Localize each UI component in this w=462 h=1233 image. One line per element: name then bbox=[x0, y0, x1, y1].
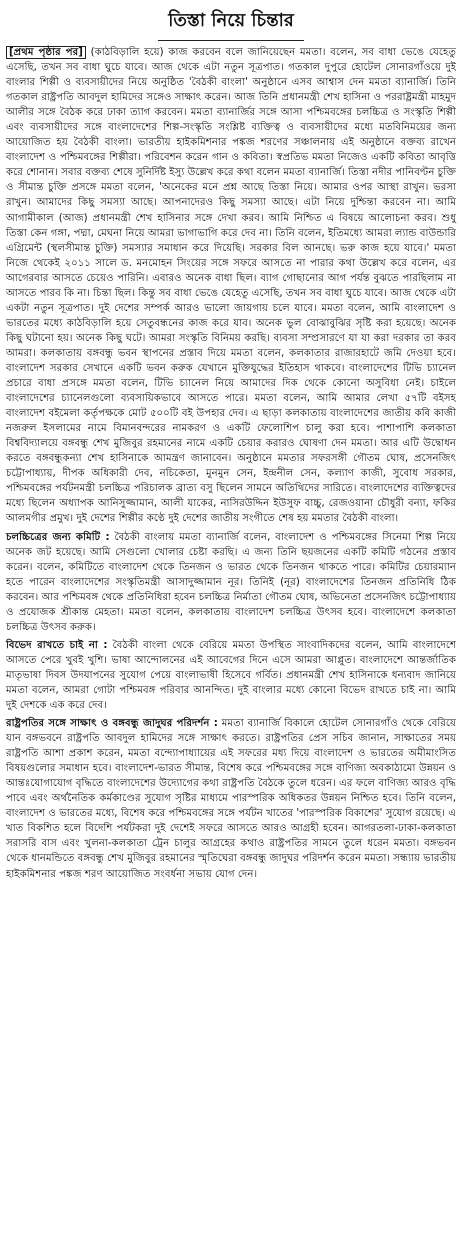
article-headline: তিস্তা নিয়ে চিন্তার bbox=[158, 4, 303, 41]
section-body: মমতা ব্যানার্জি বিকালে হোটেল সোনারগাঁও থেকে বেরিয়ে যান বঙ্গভবনে রাষ্ট্রপতি আবদুল হামিদের সঙ্গে সাক্ষাৎ করতে। রাষ্ট্রপতির প্রেস সচিব জানান, সাক্ষাতের সময় রাষ্ট্রপতি আশা প্রকাশ করেন, মমতা বন্দ্যোপাধ্যায়ের এই সফরের মধ্য দিয়ে বাংলাদেশ ও ভারতের অমীমাংসিত বিষয়গুলোর সমাধান হবে। বাংলাদেশ-ভারত সীমান্ত, বিশেষ করে পশ্চিমবঙ্গের সঙ্গে বাণিজ্য অবকাঠামো উন্নয়ন ও আন্তঃযোগাযোগ বৃদ্ধিতে বাংলাদেশের উদ্যোগের কথা রাষ্ট্রপতি বৈঠকে তুলে ধরেন। এর ফলে বাণিজ্য আরও বৃদ্ধি পাবে এবং অর্থনৈতিক কর্মকাণ্ডের সুযোগ সৃষ্টির মাধ্যমে পারস্পরিক অধিকতর উন্নয়ন নিশ্চিত হবে। তিনি বলেন, বাংলাদেশ ও ভারতের মধ্যে, বিশেষ করে পশ্চিমবঙ্গের সঙ্গে পর্যটন খাতের 'পারস্পরিক বিকাশের' সুযোগ রয়েছে। এ খাত বিকশিত হলে বিদেশি পর্যটকরা দুই দেশেই সফরে আসতে আরও আগ্রহী হবেন। আগরতলা-ঢাকা-কলকাতা সরাসরি বাস এবং খুলনা-কলকাতা ট্রেন চালুর আগ্রহের কথাও রাষ্ট্রপতির সামনে তুলে ধরেন মমতা। বঙ্গভবন থেকে ধানমন্ডিতে বঙ্গবন্ধু শেখ মুজিবুর রহমানের স্মৃতিঘেরা বঙ্গবন্ধু জাদুঘর পরিদর্শন করেন মমতা। সন্ধ্যায় ভারতীয় হাইকমিশনার পঙ্কজ শরণ আয়োজিত সংবর্ধনা সভায় যোগ দেন। bbox=[6, 718, 456, 880]
lead-paragraph bbox=[6, 45, 456, 527]
section-no-division bbox=[6, 638, 456, 713]
section-body: বৈঠকী বাংলা থেকে বেরিয়ে মমতা উপস্থিত সাংবাদিকদের বলেন, আমি বাংলাদেশে আসতে পেরে খুবই খুশি। ভাষা আন্দোলনের এই আবেগের দিনে এসে আমরা আপ্লুত। বাংলাদেশে আন্তর্জাতিক মাতৃভাষা দিবস উদযাপনের সুযোগ পেয়ে বাংলাভাষী হিসেবে গর্বিত। প্রধানমন্ত্রী শেখ হাসিনাকে ধন্যবাদ জানিয়ে মমতা বলেন, আমরা গোটা পশ্চিমবঙ্গ পরিবার আনন্দিত। দুই বাংলার মধ্যে কোনো বিভেদ রাখতে চাই না। আমি দুই দেশকে এক করে দেব। bbox=[6, 639, 456, 712]
lead-body-text: (কাঠবিড়ালি হয়ে) কাজ করবেন বলে জানিয়েছেন মমতা। বলেন, সব বাধা ভেঙে যেহেতু এসেছি, তখন সব বাধা ঘুচে যাবে। আজ থেকে এটা নতুন সূত্রপাত। গতকাল দুপুরে হোটেল সোনারগাঁওয়ে দুই বাংলার শিল্পী ও ব্যবসায়ীদের নিয়ে অনুষ্ঠিত 'বৈঠকী বাংলা' অনুষ্ঠানে এসব আশ্বাস দেন মমতা ব্যানার্জি। তিনি গতকাল রাষ্ট্রপতি আবদুল হামিদের সঙ্গেও সাক্ষাৎ করেন। আজ তিনি প্রধানমন্ত্রী শেখ হাসিনা ও পররাষ্ট্রমন্ত্রী মাহমুদ আলীর সঙ্গে বৈঠক করে ঢাকা ত্যাগ করবেন। মমতা ব্যানার্জির সঙ্গে আসা পশ্চিমবঙ্গের চলচ্চিত্র ও সংস্কৃতি শিল্পী এবং ব্যবসায়ীদের সঙ্গে বাংলাদেশের শিল্প-সংস্কৃতি সংশ্লিষ্ট ব্যক্তিত্ব ও ব্যবসায়ীদের মধ্যে মতবিনিময়ের জন্য আয়োজিত হয় বৈঠকী বাংলা। ভারতীয় হাইকমিশনার পঙ্কজ শরণের সঞ্চালনায় এই অনুষ্ঠানে বক্তব্য রাখেন বাংলাদেশ ও পশ্চিমবঙ্গের শিল্পীরা। পরিবেশন করেন গান ও কবিতা। স্বপ্রতিভ মমতা নিজেও একটি কবিতা আবৃত্তি করে শোনান। সবার বক্তব্য শেষে সুনির্দিষ্ট ইস্যু উল্লেখ করে কথা বলেন মমতা ব্যানার্জি। তিস্তা নদীর পানিবণ্টন চুক্তি ও সীমান্ত চুক্তি প্রসঙ্গে মমতা বলেন, 'অনেকের মনে প্রশ্ন আছে তিস্তা নিয়ে। আমার ওপর আস্থা রাখুন। ভরসা রাখুন। আমাদের কিছু সমস্যা আছে। আপনাদেরও কিছু সমস্যা আছে। এটা নিয়ে দুশ্চিন্তা করবেন না। আমি আগামীকাল (আজ) প্রধানমন্ত্রী শেখ হাসিনার সঙ্গে দেখা করব। আমি নিশ্চিত এ বিষয়ে আলোচনা করব। শুধু তিস্তা কেন গঙ্গা, পদ্মা, মেঘনা নিয়ে আমরা ভাগাভাগি করে দেব না। তিনি বলেন, ইতিমধ্যে আমরা ল্যান্ড বাউন্ডারি এগ্রিমেন্ট (স্থলসীমান্ত চুক্তি) সমস্যার সমাধান করে দিয়েছি। সরকার বিল আনছে। ভরু কাজ হয়ে যাবে।' মমতা নিজে থেকেই ২০১১ সালে ড. মনমোহন সিংয়ের সঙ্গে সফরে আসতে না পারার কথা উল্লেখ করে বলেন, এর আগেরবার আসতে চেয়েও পারিনি। এবারও অনেক বাধা ছিল। ব্যাগ গোছানোর আগ পর্যন্ত বুঝতে পারছিলাম না আসতে পারব কি না। চিন্তা ছিল। কিন্তু সব বাধা ভেঙে যেহেতু এসেছি, তখন সব বাধা ঘুচে যাবে। আজ থেকে এটা একটা নতুন সূত্রপাত। দুই দেশের সম্পর্ক আরও ভালো জায়গায় চলে যাবে। মমতা বলেন, আমি বাংলাদেশ ও ভারতের মধ্যে কাঠবিড়ালি হয়ে সেতুবন্ধনের কাজ করে যাব। অনেক ভুল বোঝাবুঝির সৃষ্টি করা হয়েছে। অনেক কিছু ঘটানো হয়। অনেক কিছু ঘটে। আমরা সংস্কৃতি বিনিময় করছি। ব্যবসা সম্প্রসারণে যা যা করা দরকার তা করব আমরা। কলকাতায় বঙ্গবন্ধু ভবন স্থাপনের প্রস্তাব দিয়ে মমতা বলেন, কলকাতার রাজারহাটে জমি দেওয়া হবে। বাংলাদেশ সরকার সেখানে একটি ভবন করুক যেখানে মুক্তিযুদ্ধের ইতিহাস থাকবে। বাংলাদেশের টিভি চ্যানেল প্রচারে বাধা প্রসঙ্গে মমতা বলেন, টিভি চ্যানেল নিয়ে আমাদের দিক থেকে কোনো অসুবিধা নেই। চাইলে বাংলাদেশের চ্যানেলগুলো ব্যবসায়িকভাবে আসতে পারে। মমতা বলেন, আমি আমার লেখা ৫৭টি বইসহ বাংলাদেশ বইমেলা কর্তৃপক্ষকে মোট ৫০০টি বই উপহার দেব। এ ছাড়া কলকাতায় বাংলাদেশের জাতীয় কবি কাজী নজরুল ইসলামের নামে বিমানবন্দরের নামকরণ ও একটি ফেলোশিপ চালু করা হবে। পাশাপাশি কলকাতা বিশ্ববিদ্যালয়ে বঙ্গবন্ধু শেখ মুজিবুর রহমানের নামে একটি চেয়ার করারও ঘোষণা দেন মমতা। আর এটি উদ্বোধন করতে বঙ্গবন্ধুকন্যা শেখ হাসিনাকে আমন্ত্রণ জানাবেন। অনুষ্ঠানে মমতার সফরসঙ্গী গৌতম ঘোষ, প্রসেনজিৎ চট্টোপাধ্যায়, দীপক অধিকারী দেব, নচিকেতা, মুনমুন সেন, ইন্দ্রনীল সেন, কল্যাণ কাজী, সুবোধ সরকার, পশ্চিমবঙ্গের পর্যটনমন্ত্রী চলচ্চিত্র পরিচালক ব্রাত্য বসু ছিলেন সামনে অতিথিদের সারিতে। বাংলাদেশের ব্যক্তিত্বদের মধ্যে ছিলেন অধ্যাপক আনিসুজ্জামান, আলী যাকের, নাসিরউদ্দিন ইউসুফ বাচ্চু, রেজওয়ানা চৌধুরী বন্যা, ফকির আলমগীর প্রমুখ। দুই দেশের শিল্পীর কণ্ঠে দুই দেশের জাতীয় সংগীতে শেষ হয় মমতার বৈঠকী বাংলা। bbox=[6, 47, 456, 525]
section-heading: রাষ্ট্রপতির সঙ্গে সাক্ষাৎ ও বঙ্গবন্ধু জাদুঘর পরিদর্শন : bbox=[6, 718, 218, 730]
section-body: বৈঠকী বাংলায় মমতা ব্যানার্জি বলেন, বাংলাদেশ ও পশ্চিমবঙ্গের সিনেমা শিল্প নিয়ে অনেক জট হয়েছে। আমি সেগুলো খোলার চেষ্টা করছি। এ জন্য তিনি ছয়জনের একটি কমিটি গঠনের প্রস্তাব করেন। বলেন, কমিটিতে বাংলাদেশ থেকে তিনজন ও ভারত থেকে তিনজন থাকতে পারে। কমিটির চেয়ারম্যান হতে পারেন বাংলাদেশের সংস্কৃতিমন্ত্রী আসাদুজ্জামান নূর। তিনিই (নূর) বাংলাদেশের তিনজন প্রতিনিধি ঠিক করবেন। আর পশ্চিমবঙ্গ থেকে প্রতিনিধিরা হবেন চলচ্চিত্র নির্মাতা গৌতম ঘোষ, অভিনেতা প্রসেনজিৎ চট্টোপাধ্যায় ও প্রযোজক শ্রীকান্ত মেহতা। মমতা বলেন, কলকাতায় বাংলাদেশ চলচ্চিত্র উৎসব হবে। বাংলাদেশে কলকাতা চলচ্চিত্র উৎসব করুক। bbox=[6, 531, 456, 633]
continued-from-front-page-tag: [প্রথম পৃষ্ঠার পর] bbox=[6, 46, 86, 59]
section-heading: বিভেদ রাখতে চাই না : bbox=[6, 639, 108, 651]
section-heading: চলচ্চিত্রের জন্য কমিটি : bbox=[6, 531, 110, 543]
section-president-meeting bbox=[6, 716, 456, 882]
headline-container bbox=[6, 4, 456, 41]
section-film-committee bbox=[6, 530, 456, 635]
